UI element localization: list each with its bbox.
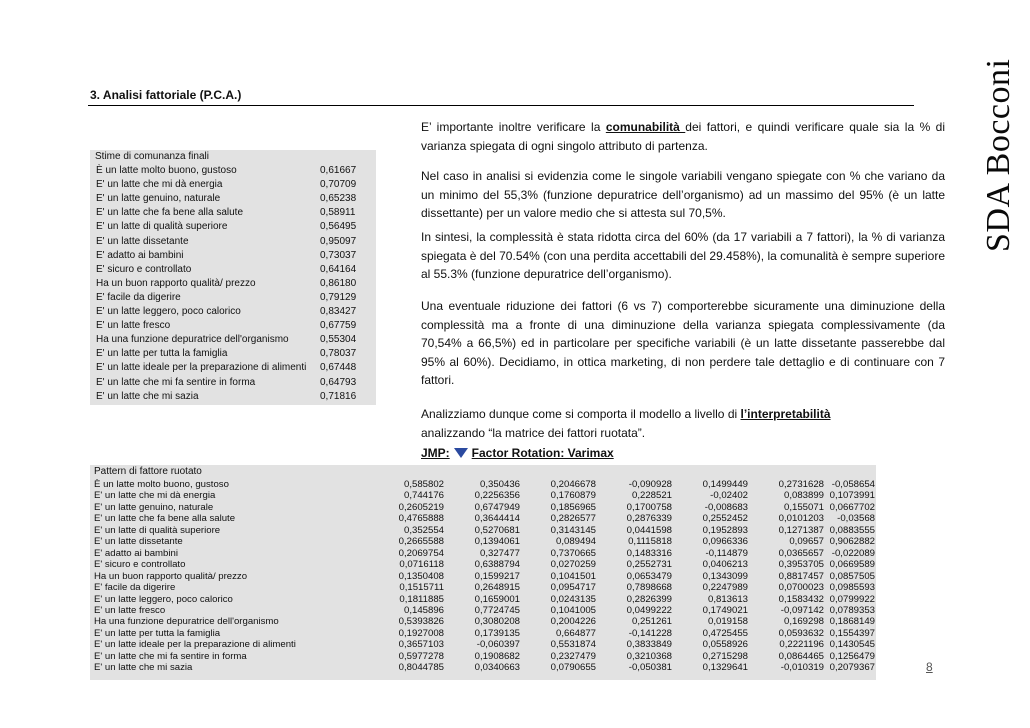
row-label: E' un latte leggero, poco calorico [94, 593, 233, 605]
table-row [94, 651, 874, 662]
row-value: 0,65238 [320, 193, 357, 205]
rotated-table-title: Pattern di fattore ruotato [94, 466, 202, 477]
row-label: E' un latte dissetante [96, 235, 189, 247]
row-label: E' un latte genuino, naturale [96, 193, 221, 205]
table-row [94, 594, 874, 605]
table-row [96, 221, 370, 235]
row-label: E' un latte che mi sazia [96, 390, 199, 402]
table-row [96, 377, 370, 391]
factor-7-cell: 0,1554397 [829, 627, 875, 639]
factor-3-cell: 0,1041501 [550, 570, 596, 582]
row-label: E' un latte ideale per la preparazione di alimenti [96, 362, 307, 374]
row-value: 0,64793 [320, 376, 357, 388]
factor-6-cell: 0,1271387 [778, 524, 824, 536]
factor-4-cell: -0,090928 [628, 479, 672, 490]
table-row [94, 605, 874, 616]
communality-table-title: Stime di comunanza finali [95, 151, 209, 162]
factor-6-cell: 0,2731628 [778, 479, 824, 490]
factor-2-cell: 0,1394061 [474, 536, 520, 548]
factor-4-cell: 0,1115818 [628, 536, 672, 548]
table-row [94, 559, 874, 570]
factor-3-cell: 0,1856965 [550, 501, 596, 513]
factor-1-cell: 0,1515711 [399, 582, 444, 594]
factor-6-cell: 0,09657 [789, 536, 824, 548]
jmp-prefix: JMP: [421, 446, 450, 460]
table-row [96, 165, 370, 179]
factor-1-cell: 0,744176 [403, 490, 444, 502]
factor-3-cell: 0,0954717 [550, 582, 596, 594]
row-value: 0,56495 [320, 221, 357, 233]
row-value: 0,67759 [320, 320, 357, 332]
table-row [96, 306, 370, 320]
factor-7-cell: 0,9062882 [829, 536, 875, 548]
row-label: È un latte molto buono, gustoso [94, 479, 229, 490]
table-row [94, 525, 874, 536]
row-value: 0,83427 [320, 306, 357, 317]
factor-3-cell: 0,0790655 [550, 662, 596, 674]
factor-5-cell: 0,1952893 [702, 524, 748, 536]
table-row [94, 662, 874, 673]
factor-3-cell: 0,1760879 [550, 490, 596, 502]
jmp-rotation-label [421, 446, 614, 460]
factor-4-cell: 0,3210368 [626, 650, 672, 662]
row-label: E' un latte genuino, naturale [94, 501, 214, 513]
factor-7-cell: 0,1430545 [829, 639, 875, 651]
factor-3-cell: 0,0243135 [550, 593, 596, 605]
paragraph-analysis: Nel caso in analisi si evidenzia come le singole variabili vengano spiegate con % che variano da un minimo del 55,3% (funzione depuratrice dell’organismo) ad un massimo del 95% (è un latte dissettante) per un valore medio che si attesta sul 70,5%. [421, 169, 945, 220]
factor-7-cell: 0,2079367 [829, 662, 875, 674]
factor-2-cell: 0,0340663 [474, 662, 520, 674]
factor-4-cell: 0,0499222 [626, 604, 672, 616]
factor-1-cell: 0,4765888 [398, 513, 444, 525]
factor-7-cell: 0,1256479 [829, 650, 875, 662]
factor-5-cell: -0,02402 [710, 490, 748, 502]
factor-5-cell: 0,1329641 [702, 662, 748, 674]
factor-4-cell: 0,0653479 [626, 570, 672, 582]
table-row [96, 278, 370, 292]
communality-term: comunabilità [605, 120, 686, 134]
factor-2-cell: -0,060397 [476, 639, 520, 651]
factor-6-cell: 0,155071 [783, 501, 824, 513]
factor-5-cell: 0,1749021 [702, 604, 748, 616]
table-row [94, 513, 874, 524]
factor-3-cell: 0,089494 [555, 536, 596, 548]
table-row [96, 391, 370, 405]
factor-4-cell: 0,1700758 [626, 501, 672, 513]
row-label: E' facile da digerire [96, 291, 181, 303]
table-row [94, 490, 874, 501]
factor-6-cell: 0,3953705 [778, 559, 824, 571]
factor-5-cell: 0,813613 [707, 593, 748, 605]
factor-4-cell: 0,1483316 [626, 547, 672, 559]
factor-7-cell: -0,022089 [831, 547, 875, 559]
row-label: E' un latte leggero, poco calorico [96, 306, 241, 317]
row-label: E' un latte che mi dà energia [96, 179, 223, 191]
table-row [96, 193, 370, 207]
row-label: È un latte molto buono, gustoso [96, 165, 237, 176]
factor-5-cell: 0,1343099 [702, 570, 748, 582]
table-row [94, 536, 874, 547]
factor-7-cell: -0,03568 [837, 513, 875, 525]
factor-3-cell: 0,7370665 [550, 547, 596, 559]
table-row [96, 348, 370, 362]
factor-4-cell: 0,228521 [631, 490, 672, 502]
factor-7-cell: 0,0857505 [829, 570, 875, 582]
factor-2-cell: 0,1739135 [474, 627, 520, 639]
paragraph-communality-text-a: E’ importante inoltre verificare la [421, 120, 606, 134]
row-value: 0,64164 [320, 263, 357, 275]
row-value: 0,55304 [320, 334, 357, 346]
factor-7-cell: 0,1868149 [829, 616, 875, 628]
row-value: 0,86180 [320, 277, 357, 289]
factor-4-cell: 0,0441598 [626, 524, 672, 536]
table-row [96, 207, 370, 221]
factor-6-cell: 0,0864465 [778, 650, 824, 662]
paragraph-interpretability [421, 405, 945, 442]
factor-2-cell: 0,1908682 [474, 650, 520, 662]
table-row [94, 502, 874, 513]
table-row [96, 264, 370, 278]
row-value: 0,71816 [320, 390, 357, 402]
factor-3-cell: 0,2004226 [550, 616, 596, 628]
table-row [96, 320, 370, 334]
triangle-down-icon [454, 448, 468, 458]
paragraph-summary: In sintesi, la complessità è stata ridotta circa del 60% (da 17 variabili a 7 fattori), la % di varianza spiegata è del 70.54% (con una perdita accettabili del 29.458%), la comunalità è sempre superiore al 55.3% (funzione depuratrice dell’organismo). [421, 230, 945, 281]
factor-2-cell: 0,2256356 [474, 490, 520, 502]
row-label: E' un latte fresco [94, 604, 166, 616]
factor-1-cell: 0,1927008 [398, 627, 444, 639]
section-title: 3. Analisi fattoriale (P.C.A.) [90, 88, 242, 102]
factor-5-cell: 0,2247989 [702, 582, 748, 594]
interpretability-term: l’interpretabilità [740, 407, 831, 421]
factor-3-cell: 0,2826577 [550, 513, 596, 525]
factor-3-cell: 0,1041005 [550, 604, 596, 616]
row-label: E' un latte ideale per la preparazione di alimenti [94, 639, 296, 651]
factor-4-cell: 0,3833849 [626, 639, 672, 651]
paragraph-reduction: Una eventuale riduzione dei fattori (6 vs 7) comporterebbe sicuramente una diminuzione della complessità ma a fronte di una diminuzione della varianza spiegata complessivamente (da 70,54% a 66,5%) ed in particolare per specifiche variabili (è un latte dissetante passerebbe dal 95% al 60%). Decidiamo, in ottica marketing, di non perdere tale dettaglio e di continuare con 7 fattori. [421, 299, 945, 387]
table-row [94, 616, 874, 627]
paragraph-interpretability-text-b: analizzando “la matrice dei fattori ruotata”. [421, 425, 646, 440]
factor-2-cell: 0,7724745 [474, 604, 520, 616]
factor-6-cell: -0,010319 [780, 662, 824, 674]
table-row [94, 582, 874, 593]
factor-2-cell: 0,6388794 [474, 559, 520, 571]
row-value: 0,78037 [320, 348, 357, 360]
row-label: E' un latte che fa bene alla salute [94, 513, 236, 525]
row-value: 0,70709 [320, 179, 357, 191]
factor-5-cell: 0,0966336 [702, 536, 748, 548]
row-label: E' un latte che mi dà energia [94, 490, 216, 502]
factor-7-cell: -0,058654 [831, 479, 875, 490]
factor-4-cell: -0,141228 [628, 627, 672, 639]
row-value: 0,73037 [320, 249, 357, 261]
factor-1-cell: 0,8044785 [398, 662, 444, 674]
table-row [96, 236, 370, 250]
factor-3-cell: 0,0270259 [550, 559, 596, 571]
row-value: 0,67448 [320, 362, 357, 374]
factor-6-cell: 0,8817457 [778, 570, 824, 582]
row-label: E' un latte per tutta la famiglia [96, 348, 228, 360]
paragraph-communality [421, 118, 945, 155]
table-row [94, 639, 874, 650]
row-label: E' un latte che mi fa sentire in forma [94, 650, 247, 662]
factor-5-cell: 0,1499449 [702, 479, 748, 490]
table-row [94, 548, 874, 559]
row-value: 0,79129 [320, 291, 357, 303]
factor-6-cell: -0,097142 [780, 604, 824, 616]
factor-7-cell: 0,1073991 [829, 490, 875, 502]
factor-7-cell: 0,0669589 [829, 559, 875, 571]
factor-7-cell: 0,0799922 [829, 593, 875, 605]
factor-6-cell: 0,0101203 [778, 513, 824, 525]
row-label: Ha un buon rapporto qualità/ prezzo [94, 570, 248, 582]
factor-6-cell: 0,0593632 [778, 627, 824, 639]
factor-3-cell: 0,3143145 [550, 524, 596, 536]
factor-6-cell: 0,169298 [783, 616, 824, 628]
factor-2-cell: 0,1599217 [474, 570, 520, 582]
communality-table [90, 150, 376, 405]
row-label: E' facile da digerire [94, 582, 176, 594]
factor-3-cell: 0,2046678 [550, 479, 596, 490]
row-label: E' un latte fresco [96, 320, 171, 332]
factor-6-cell: 0,0700023 [778, 582, 824, 594]
row-label: E' un latte per tutta la famiglia [94, 627, 221, 639]
factor-1-cell: 0,5393826 [398, 616, 444, 628]
row-label: Ha una funzione depuratrice dell'organismo [94, 616, 279, 628]
row-value: 0,95097 [320, 235, 357, 247]
factor-2-cell: 0,2648915 [474, 582, 520, 594]
table-row [96, 362, 370, 376]
factor-3-cell: 0,2327479 [550, 650, 596, 662]
factor-6-cell: 0,2221196 [779, 639, 824, 651]
factor-1-cell: 0,0716118 [399, 559, 444, 571]
factor-1-cell: 0,1350408 [398, 570, 444, 582]
title-rule [88, 105, 914, 106]
factor-5-cell: 0,4725455 [702, 627, 748, 639]
factor-3-cell: 0,664877 [555, 627, 596, 639]
table-row [96, 179, 370, 193]
table-row [96, 292, 370, 306]
factor-5-cell: 0,0558926 [702, 639, 748, 651]
factor-4-cell: -0,050381 [628, 662, 672, 674]
brand-logo [940, 40, 1017, 252]
factor-4-cell: 0,2826399 [626, 593, 672, 605]
row-label: E' un latte che fa bene alla salute [96, 207, 244, 219]
factor-5-cell: -0,114879 [705, 547, 748, 559]
row-label: E' un latte che mi fa sentire in forma [96, 376, 256, 388]
table-row [96, 250, 370, 264]
factor-1-cell: 0,352554 [403, 524, 444, 536]
paragraph-communality-text-b: dei fattori, e quindi verificare quale sia la % di varianza spiegata di ogni singolo attributo di partenza. [421, 120, 946, 153]
factor-4-cell: 0,2552731 [626, 559, 672, 571]
factor-5-cell: 0,019158 [707, 616, 748, 628]
factor-5-cell: -0,008683 [704, 501, 748, 513]
factor-2-cell: 0,5270681 [474, 524, 520, 536]
paragraph-interpretability-text-a: Analizziamo dunque come si comporta il modello a livello di [421, 407, 741, 421]
factor-2-cell: 0,3644414 [474, 513, 520, 525]
row-label: Ha un buon rapporto qualità/ prezzo [96, 277, 256, 289]
factor-7-cell: 0,0789353 [829, 604, 875, 616]
factor-2-cell: 0,6747949 [474, 501, 520, 513]
row-label: E' adatto ai bambini [96, 249, 184, 261]
factor-4-cell: 0,251261 [631, 616, 672, 628]
row-label: E' un latte di qualità superiore [96, 221, 228, 233]
factor-5-cell: 0,2715298 [702, 650, 748, 662]
factor-5-cell: 0,0406213 [702, 559, 748, 571]
factor-2-cell: 0,1659001 [474, 593, 520, 605]
table-row [94, 571, 874, 582]
row-label: E' sicuro e controllato [94, 559, 186, 571]
row-label: Ha una funzione depuratrice dell'organismo [96, 334, 289, 346]
table-row [94, 628, 874, 639]
factor-4-cell: 0,2876339 [626, 513, 672, 525]
factor-1-cell: 0,2665588 [398, 536, 444, 548]
table-row [94, 479, 874, 490]
factor-5-cell: 0,2552452 [702, 513, 748, 525]
table-row [96, 334, 370, 348]
row-label: E' un latte dissetante [94, 536, 183, 548]
row-label: E' sicuro e controllato [96, 263, 192, 275]
factor-3-cell: 0,5531874 [550, 639, 596, 651]
factor-1-cell: 0,3657103 [398, 639, 444, 651]
brand-text: SDA Bocconi [980, 58, 1017, 252]
row-label: E' un latte che mi sazia [94, 662, 193, 674]
factor-7-cell: 0,0667702 [829, 501, 875, 513]
factor-6-cell: 0,083899 [783, 490, 824, 502]
factor-1-cell: 0,5977278 [398, 650, 444, 662]
factor-6-cell: 0,0365657 [778, 547, 824, 559]
factor-1-cell: 0,585802 [403, 479, 444, 490]
page-number: 8 [926, 660, 933, 674]
factor-2-cell: 0,3080208 [474, 616, 520, 628]
jmp-label: Factor Rotation: Varimax [471, 446, 614, 460]
factor-7-cell: 0,0883555 [829, 524, 875, 536]
row-label: E' adatto ai bambini [94, 547, 178, 559]
row-value: 0,58911 [320, 207, 356, 219]
factor-6-cell: 0,1583432 [778, 593, 824, 605]
factor-1-cell: 0,2069754 [398, 547, 444, 559]
factor-1-cell: 0,2605219 [398, 501, 444, 513]
factor-4-cell: 0,7898668 [626, 582, 672, 594]
row-value: 0,61667 [320, 165, 357, 176]
row-label: E' un latte di qualità superiore [94, 524, 221, 536]
factor-2-cell: 0,350436 [479, 479, 520, 490]
factor-1-cell: 0,145896 [403, 604, 444, 616]
factor-2-cell: 0,327477 [479, 547, 520, 559]
factor-7-cell: 0,0985593 [829, 582, 875, 594]
rotated-factor-table [90, 465, 876, 680]
factor-1-cell: 0,1811885 [399, 593, 444, 605]
